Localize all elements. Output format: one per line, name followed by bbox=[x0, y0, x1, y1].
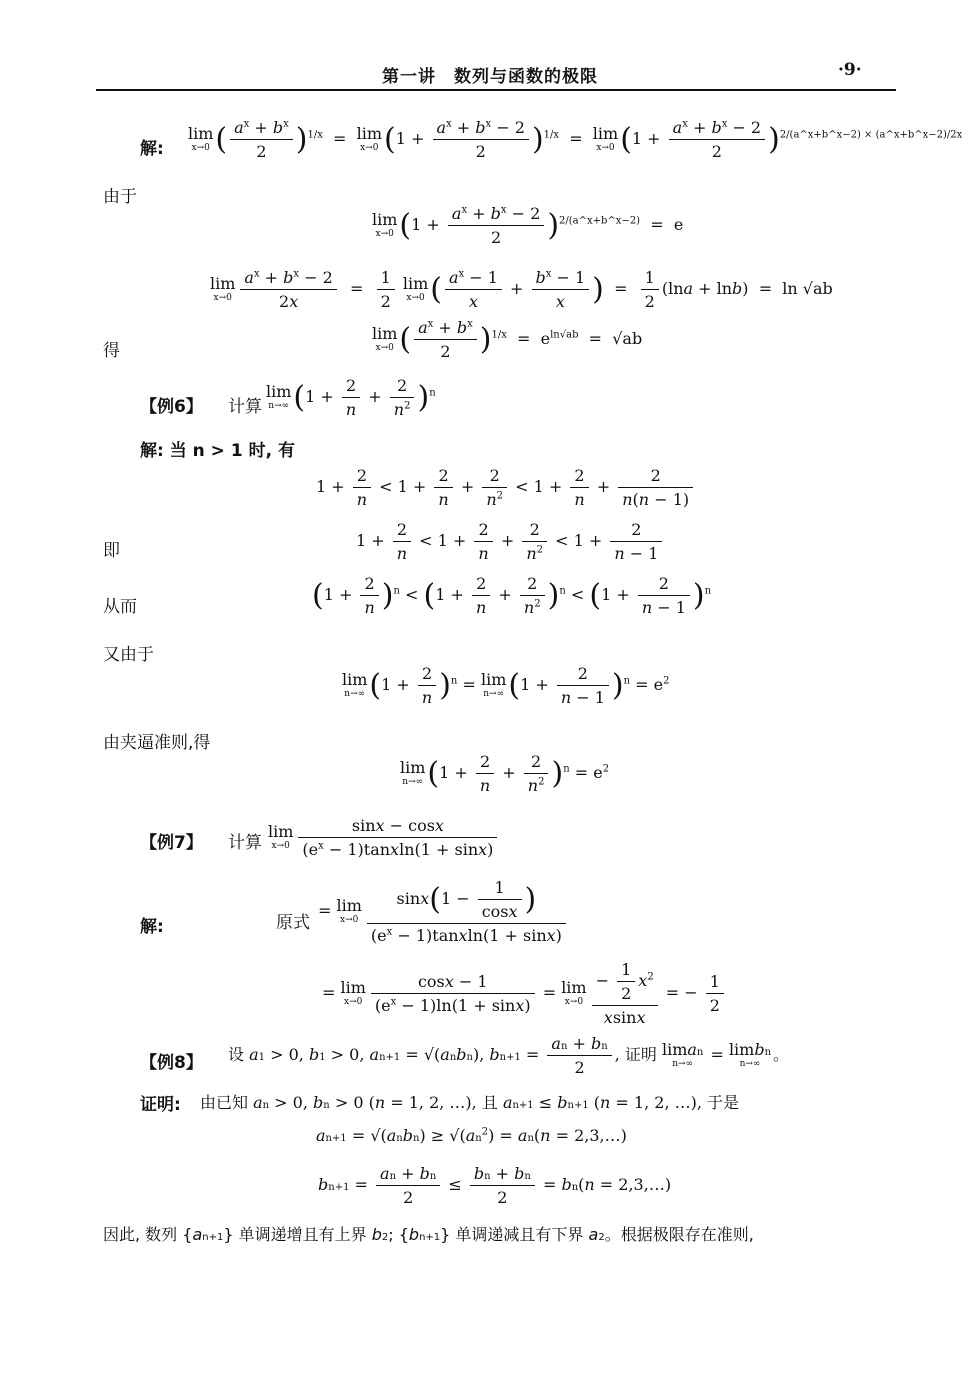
example-6-expression: lim n→∞ (1 + $\frac{2}{n}$ + $\frac{2}{n^2}$ )$^n$ bbox=[266, 376, 436, 419]
example-7-step-2: = lim x→0 $\frac{\cos x - 1}{(e^x - 1)\ln(1 + \sin x)}$ = lim x→0 − $\frac{1}{2}$ $x^2$ xsinx = − $\frac{1}{2}$ bbox=[322, 960, 727, 1027]
equation-youyu-1: lim x→0 (1 + $\frac{a^x + b^x - 2}{2}$ )$^{2/(a\^{}x+b\^{}x-2)}$ = e bbox=[372, 204, 684, 247]
inequality-1: 1 + $\frac{2}{n}$ < 1 + $\frac{2}{n}$ + $\frac{2}{n^2}$ < 1 + $\frac{2}{n}$ + $\frac{2}{n(n - 1)}$ bbox=[316, 466, 696, 509]
example-7-expression: lim x→0 $\frac{\sin x - \cos x}{(e^x - 1)tanxln(1 + \sin x)}$ bbox=[268, 816, 500, 859]
solution-label-1: 解: bbox=[140, 139, 164, 159]
inequality-3: (1 + $\frac{2}{n}$ )$^n$ < (1 + $\frac{2}{n}$ + $\frac{2}{n^2}$ )$^n$ < (1 + $\frac{2}{n - 1}$ )$^n$ bbox=[312, 574, 712, 617]
example-8-statement: 设 a1 > 0, b1 > 0, an+1 = √(anbn), bn+1 = $\frac{an + bn}{2}$ , 证明 liman n→∞ = limbn n→∞ 。 bbox=[228, 1034, 790, 1077]
proof-label: 证明: bbox=[140, 1095, 181, 1115]
example-8-label: 【例8】 bbox=[140, 1053, 203, 1073]
example-7-label: 【例7】 bbox=[140, 833, 203, 853]
limit-equation-e2: lim n→∞ (1 + $\frac{2}{n}$ )$^n$ = lim n→∞ (1 + $\frac{2}{n - 1}$ )$^n = e^2$ bbox=[342, 664, 670, 707]
example-6-solution: 解: 当 n > 1 时, 有 bbox=[140, 441, 295, 461]
equation-youyu-2: lim x→0 $\frac{a^x + b^x - 2}{2x}$ = $\frac{1}{2}$ lim x→0 ( $\frac{a^x - 1}{x}$ + $\frac{b^x - 1}{x}$ ) = $\frac{1}{2}$ (lna + lnb) = ln √ab bbox=[210, 268, 833, 311]
equation-solution-1: lim x→0 ( $\frac{a^x + b^x}{2}$ )$^{1/x}$ = lim x→0 (1 + $\frac{a^x + b^x - 2}{2}$ )$^{1/x}$ = lim x→0 (1 + $\frac{a^x + b^x - 2}{2}$ )$^{2/(a\^{}x+b\^{}x-2) \times (a\^{}x+b\^{}x-2)/2x}$ bbox=[188, 118, 963, 161]
proof-equation-1: an+1 = √(anbn) ≥ $√(an^2) = an(n$ = 2,3,…) bbox=[316, 1126, 627, 1145]
header-rule bbox=[96, 89, 896, 91]
proof-text: 由已知 an > 0, bn > 0 (n = 1, 2, …), 且 an+1 ≤ bn+1 (n = 1, 2, …), 于是 bbox=[200, 1093, 740, 1112]
text-de: 得 bbox=[103, 341, 120, 361]
example-6-task: 计算 bbox=[228, 397, 262, 417]
example-7-task: 计算 bbox=[228, 833, 262, 853]
example-7-solution: 解: bbox=[140, 917, 164, 937]
text-ji: 即 bbox=[103, 541, 120, 561]
equation-de: lim x→0 ( $\frac{a^x + b^x}{2}$ )$^{1/x} = e^{ln√ab} = √ab$ bbox=[372, 318, 643, 361]
example-6-label: 【例6】 bbox=[140, 397, 203, 417]
text-yuanshi: 原式 bbox=[276, 913, 310, 933]
text-congr: 从而 bbox=[103, 597, 137, 617]
example-7-step-1: = lim x→0 sinx(1 − $\frac{1}{\cos x}$ ) ($e^x$ − 1)tanxln(1 + sinx) bbox=[318, 878, 569, 945]
text-youyu: 由于 bbox=[103, 187, 137, 207]
proof-equation-2: bn+1 = $\frac{an + bn}{2}$ ≤ $\frac{bn + bn}{2}$ = bn(n = 2,3,…) bbox=[318, 1164, 672, 1207]
page-header-title: 第一讲 数列与函数的极限 bbox=[382, 67, 598, 87]
conclusion-text: 因此, 数列 {an+1} 单调递增且有上界 b2; {bn+1} 单调递减且有下界 a2。根据极限存在准则, bbox=[103, 1225, 754, 1244]
text-youyouyu: 又由于 bbox=[103, 645, 154, 665]
text-squeeze: 由夹逼准则,得 bbox=[103, 733, 211, 753]
squeeze-result: lim n→∞ (1 + $\frac{2}{n}$ + $\frac{2}{n^2}$ )$^n = e^2$ bbox=[400, 752, 610, 795]
page-number: ·9· bbox=[838, 60, 862, 80]
inequality-2: 1 + $\frac{2}{n}$ < 1 + $\frac{2}{n}$ + $\frac{2}{n^2}$ < 1 + $\frac{2}{n - 1}$ bbox=[356, 520, 665, 563]
